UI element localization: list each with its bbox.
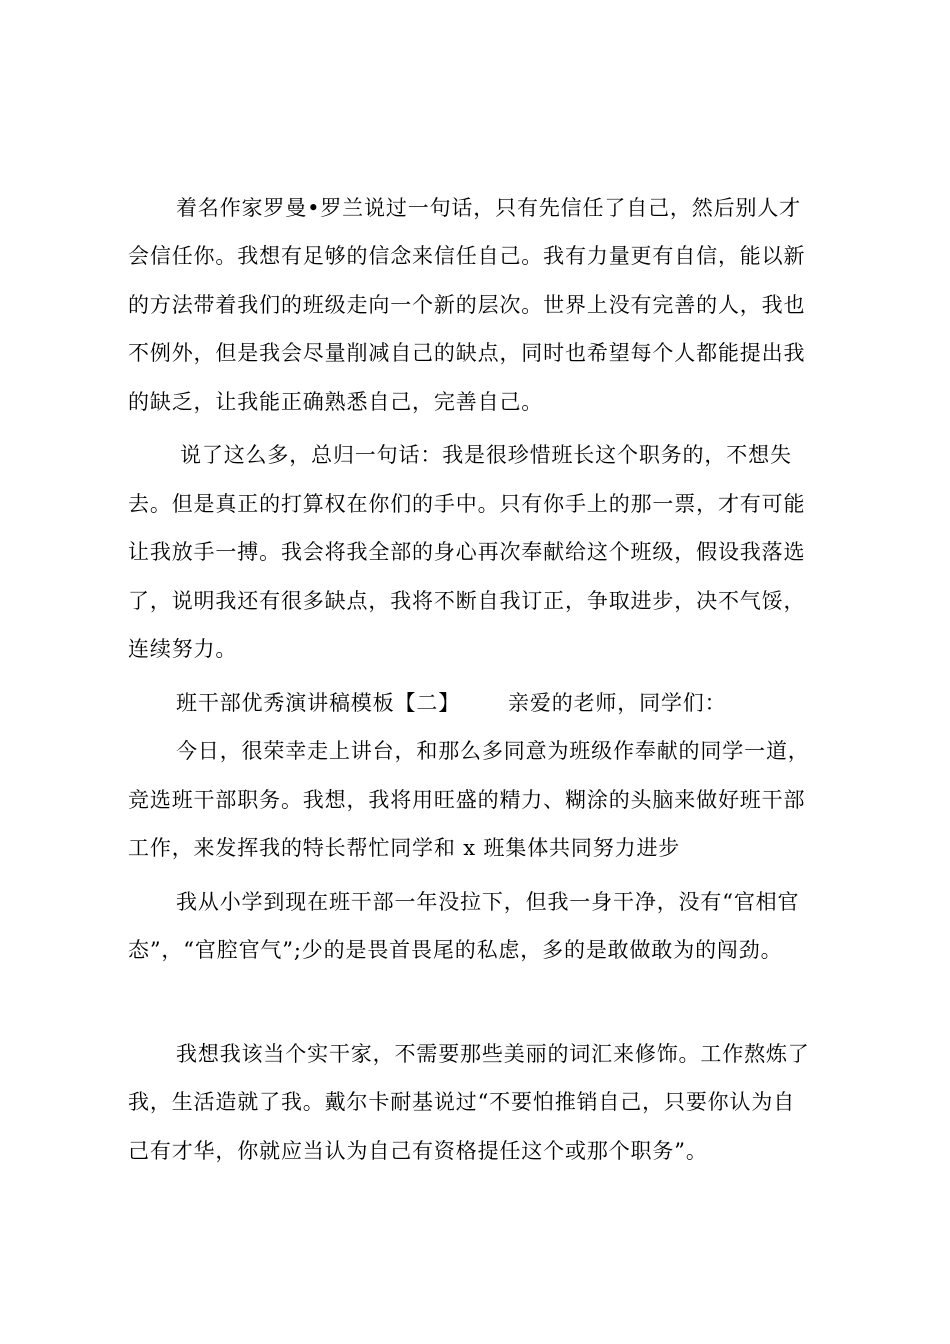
- paragraph-5-line-2: 我，生活造就了我。戴尔卡耐基说过“不要怕推销自己，只要你认为自: [128, 1090, 796, 1114]
- paragraph-2-line-1: 说了这么多，总归一句话：我是很珍惜班长这个职务的，不想失: [180, 443, 792, 467]
- paragraph-2-line-2: 去。但是真正的打算权在你们的手中。只有你手上的那一票，才有可能: [128, 492, 806, 516]
- paragraph-5-line-1: 我想我该当个实干家，不需要那些美丽的词汇来修饰。工作熬炼了: [176, 1042, 810, 1066]
- paragraph-5-line-3: 己有才华，你就应当认为自己有资格提任这个或那个职务”。: [128, 1139, 708, 1163]
- paragraph-1-line-5: 的缺乏，让我能正确熟悉自己，完善自己。: [128, 390, 544, 414]
- paragraph-2-line-4: 了，说明我还有很多缺点，我将不断自我订正，争取进步，决不气馁，: [128, 589, 806, 613]
- paragraph-4-line-2: 态”，“官腔官气”;少的是畏首畏尾的私虑，多的是敢做敢为的闯劲。: [128, 938, 783, 962]
- paragraph-3-line-1: 今日，很荣幸走上讲台，和那么多同意为班级作奉献的同学一道，: [176, 739, 810, 763]
- paragraph-4-line-1: 我从小学到现在班干部一年没拉下，但我一身干净，没有“官相官: [176, 890, 800, 914]
- section-title: 班干部优秀演讲稿模板【二】: [176, 691, 461, 715]
- paragraph-3-line-3: 工作，来发挥我的特长帮忙同学和 x 班集体共同努力进步: [128, 836, 681, 860]
- paragraph-2-line-5: 连续努力。: [128, 637, 238, 661]
- paragraph-1-line-4: 不例外，但是我会尽量削减自己的缺点，同时也希望每个人都能提出我: [128, 341, 806, 365]
- paragraph-1-line-1: 着名作家罗曼•罗兰说过一句话，只有先信任了自己，然后别人才: [176, 196, 802, 220]
- paragraph-3-line-2: 竞选班干部职务。我想，我将用旺盛的精力、糊涂的头脑来做好班干部: [128, 788, 806, 812]
- paragraph-2-line-3: 让我放手一搏。我会将我全部的身心再次奉献给这个班级，假设我落选: [128, 540, 806, 564]
- greeting: 亲爱的老师，同学们：: [508, 691, 727, 715]
- paragraph-1-line-2: 会信任你。我想有足够的信念来信任自己。我有力量更有自信，能以新: [128, 244, 806, 268]
- paragraph-1-line-3: 的方法带着我们的班级走向一个新的层次。世界上没有完善的人，我也: [128, 293, 806, 317]
- section-heading: [176, 688, 840, 718]
